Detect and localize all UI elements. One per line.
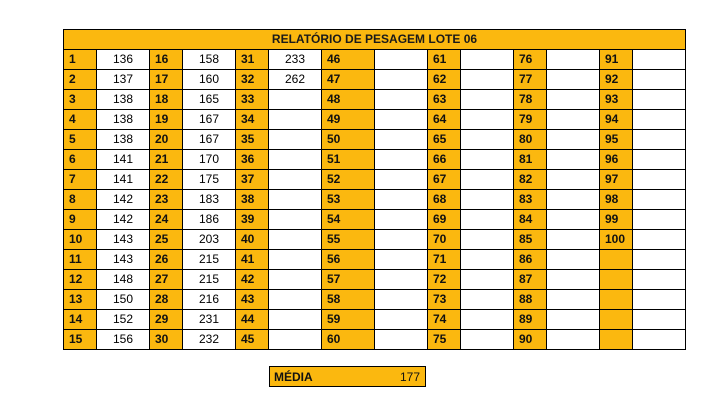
weight-value-cell[interactable] — [547, 170, 600, 190]
weight-value-cell[interactable]: 262 — [269, 70, 322, 90]
entry-number-cell[interactable]: 8 — [64, 190, 97, 210]
weight-value-cell[interactable]: 215 — [183, 250, 236, 270]
weight-value-cell[interactable]: 150 — [97, 290, 150, 310]
entry-number-cell[interactable]: 66 — [428, 150, 461, 170]
entry-number-cell[interactable]: 37 — [236, 170, 269, 190]
entry-number-cell[interactable]: 75 — [428, 330, 461, 350]
table-row — [64, 110, 686, 130]
weight-value-cell[interactable] — [633, 270, 686, 290]
weight-value-cell[interactable] — [375, 190, 428, 210]
weight-value-cell[interactable] — [269, 310, 322, 330]
entry-number-cell[interactable]: 98 — [600, 190, 633, 210]
weight-value-cell[interactable]: 148 — [97, 270, 150, 290]
weight-value-cell[interactable]: 138 — [97, 110, 150, 130]
weight-value-cell[interactable] — [633, 210, 686, 230]
entry-number-cell[interactable]: 69 — [428, 210, 461, 230]
entry-number-cell[interactable] — [600, 330, 633, 350]
table-row — [64, 290, 686, 310]
table-row — [64, 70, 686, 90]
weight-value-cell[interactable] — [269, 290, 322, 310]
entry-number-cell[interactable]: 95 — [600, 130, 633, 150]
entry-number-cell[interactable]: 40 — [236, 230, 269, 250]
entry-number-cell[interactable]: 60 — [322, 330, 375, 350]
entry-number-cell[interactable]: 49 — [322, 110, 375, 130]
weight-value-cell[interactable] — [269, 130, 322, 150]
entry-number-cell[interactable]: 45 — [236, 330, 269, 350]
title-row — [64, 30, 686, 50]
weight-value-cell[interactable]: 215 — [183, 270, 236, 290]
weight-value-cell[interactable] — [461, 150, 514, 170]
weight-value-cell[interactable] — [633, 310, 686, 330]
weight-value-cell[interactable]: 203 — [183, 230, 236, 250]
weight-value-cell[interactable]: 232 — [183, 330, 236, 350]
weight-value-cell[interactable] — [547, 150, 600, 170]
weight-value-cell[interactable]: 158 — [183, 50, 236, 70]
weight-value-cell[interactable] — [461, 330, 514, 350]
weight-value-cell[interactable] — [461, 250, 514, 270]
entry-number-cell[interactable]: 46 — [322, 50, 375, 70]
entry-number-cell[interactable]: 43 — [236, 290, 269, 310]
entry-number-cell[interactable] — [600, 310, 633, 330]
weight-value-cell[interactable] — [461, 110, 514, 130]
entry-number-cell[interactable] — [600, 250, 633, 270]
weight-value-cell[interactable]: 143 — [97, 250, 150, 270]
entry-number-cell[interactable]: 80 — [514, 130, 547, 150]
entry-number-cell[interactable]: 26 — [150, 250, 183, 270]
weight-value-cell[interactable]: 165 — [183, 90, 236, 110]
entry-number-cell[interactable]: 59 — [322, 310, 375, 330]
entry-number-cell[interactable]: 31 — [236, 50, 269, 70]
entry-number-cell[interactable]: 6 — [64, 150, 97, 170]
entry-number-cell[interactable]: 94 — [600, 110, 633, 130]
weight-value-cell[interactable] — [633, 70, 686, 90]
entry-number-cell[interactable]: 14 — [64, 310, 97, 330]
entry-number-cell[interactable]: 84 — [514, 210, 547, 230]
entry-number-cell[interactable]: 58 — [322, 290, 375, 310]
entry-number-cell[interactable]: 62 — [428, 70, 461, 90]
weight-value-cell[interactable] — [461, 210, 514, 230]
entry-number-cell[interactable]: 52 — [322, 170, 375, 190]
weight-value-cell[interactable] — [461, 230, 514, 250]
entry-number-cell[interactable]: 85 — [514, 230, 547, 250]
average-label: MÉDIA — [274, 370, 313, 384]
entry-number-cell[interactable]: 32 — [236, 70, 269, 90]
weight-value-cell[interactable] — [375, 250, 428, 270]
weighing-report-table — [63, 29, 686, 350]
entry-number-cell[interactable]: 16 — [150, 50, 183, 70]
entry-number-cell[interactable] — [600, 290, 633, 310]
weight-value-cell[interactable] — [633, 230, 686, 250]
entry-number-cell[interactable]: 13 — [64, 290, 97, 310]
weight-value-cell[interactable]: 216 — [183, 290, 236, 310]
entry-number-cell[interactable]: 68 — [428, 190, 461, 210]
entry-number-cell[interactable]: 92 — [600, 70, 633, 90]
entry-number-cell[interactable]: 55 — [322, 230, 375, 250]
weight-value-cell[interactable]: 152 — [97, 310, 150, 330]
entry-number-cell[interactable]: 64 — [428, 110, 461, 130]
table-row — [64, 270, 686, 290]
entry-number-cell[interactable]: 21 — [150, 150, 183, 170]
entry-number-cell[interactable]: 19 — [150, 110, 183, 130]
weight-value-cell[interactable] — [375, 210, 428, 230]
weight-value-cell[interactable] — [547, 230, 600, 250]
entry-number-cell[interactable]: 27 — [150, 270, 183, 290]
table-row — [64, 170, 686, 190]
entry-number-cell[interactable]: 39 — [236, 210, 269, 230]
weight-value-cell[interactable] — [547, 210, 600, 230]
weight-value-cell[interactable]: 141 — [97, 170, 150, 190]
entry-number-cell[interactable]: 79 — [514, 110, 547, 130]
weight-value-cell[interactable] — [547, 130, 600, 150]
weight-value-cell[interactable]: 167 — [183, 130, 236, 150]
entry-number-cell[interactable]: 42 — [236, 270, 269, 290]
weight-value-cell[interactable] — [269, 250, 322, 270]
weight-value-cell[interactable] — [547, 250, 600, 270]
entry-number-cell[interactable]: 70 — [428, 230, 461, 250]
weight-value-cell[interactable] — [269, 230, 322, 250]
weight-value-cell[interactable]: 143 — [97, 230, 150, 250]
weight-value-cell[interactable]: 141 — [97, 150, 150, 170]
entry-number-cell[interactable]: 30 — [150, 330, 183, 350]
entry-number-cell[interactable]: 54 — [322, 210, 375, 230]
weight-value-cell[interactable]: 186 — [183, 210, 236, 230]
weight-value-cell[interactable] — [375, 130, 428, 150]
entry-number-cell[interactable]: 15 — [64, 330, 97, 350]
entry-number-cell[interactable]: 96 — [600, 150, 633, 170]
entry-number-cell[interactable]: 97 — [600, 170, 633, 190]
weight-value-cell[interactable] — [461, 50, 514, 70]
weight-value-cell[interactable] — [375, 170, 428, 190]
weight-value-cell[interactable] — [375, 310, 428, 330]
entry-number-cell[interactable]: 38 — [236, 190, 269, 210]
weight-value-cell[interactable] — [461, 90, 514, 110]
weight-value-cell[interactable] — [633, 170, 686, 190]
entry-number-cell[interactable]: 74 — [428, 310, 461, 330]
weight-value-cell[interactable]: 142 — [97, 210, 150, 230]
weight-value-cell[interactable]: 167 — [183, 110, 236, 130]
table-row — [64, 150, 686, 170]
entry-number-cell[interactable]: 89 — [514, 310, 547, 330]
entry-number-cell[interactable]: 44 — [236, 310, 269, 330]
weight-value-cell[interactable] — [633, 50, 686, 70]
weight-value-cell[interactable] — [269, 170, 322, 190]
entry-number-cell[interactable]: 34 — [236, 110, 269, 130]
entry-number-cell[interactable]: 73 — [428, 290, 461, 310]
entry-number-cell[interactable]: 17 — [150, 70, 183, 90]
entry-number-cell[interactable]: 51 — [322, 150, 375, 170]
entry-number-cell[interactable]: 9 — [64, 210, 97, 230]
weight-value-cell[interactable]: 183 — [183, 190, 236, 210]
weight-value-cell[interactable] — [461, 310, 514, 330]
weight-value-cell[interactable] — [269, 110, 322, 130]
weight-value-cell[interactable] — [269, 150, 322, 170]
entry-number-cell[interactable]: 4 — [64, 110, 97, 130]
entry-number-cell[interactable]: 50 — [322, 130, 375, 150]
entry-number-cell[interactable]: 63 — [428, 90, 461, 110]
entry-number-cell[interactable]: 20 — [150, 130, 183, 150]
weight-value-cell[interactable] — [633, 290, 686, 310]
entry-number-cell[interactable]: 24 — [150, 210, 183, 230]
entry-number-cell[interactable] — [600, 270, 633, 290]
entry-number-cell[interactable]: 48 — [322, 90, 375, 110]
entry-number-cell[interactable]: 72 — [428, 270, 461, 290]
entry-number-cell[interactable]: 22 — [150, 170, 183, 190]
entry-number-cell[interactable]: 76 — [514, 50, 547, 70]
weight-value-cell[interactable]: 136 — [97, 50, 150, 70]
weight-value-cell[interactable] — [375, 110, 428, 130]
weight-value-cell[interactable] — [461, 130, 514, 150]
entry-number-cell[interactable]: 29 — [150, 310, 183, 330]
entry-number-cell[interactable]: 77 — [514, 70, 547, 90]
table-row — [64, 250, 686, 270]
entry-number-cell[interactable]: 5 — [64, 130, 97, 150]
table-row — [64, 50, 686, 70]
entry-number-cell[interactable]: 33 — [236, 90, 269, 110]
entry-number-cell[interactable]: 1 — [64, 50, 97, 70]
weight-value-cell[interactable] — [375, 330, 428, 350]
weight-value-cell[interactable]: 137 — [97, 70, 150, 90]
weight-value-cell[interactable] — [547, 290, 600, 310]
entry-number-cell[interactable]: 86 — [514, 250, 547, 270]
weight-value-cell[interactable] — [461, 70, 514, 90]
table-row — [64, 230, 686, 250]
weight-value-cell[interactable] — [461, 170, 514, 190]
weight-value-cell[interactable] — [633, 190, 686, 210]
average-summary — [269, 366, 426, 387]
weight-value-cell[interactable] — [633, 110, 686, 130]
table-row — [64, 310, 686, 330]
weight-value-cell[interactable] — [547, 50, 600, 70]
weight-value-cell[interactable]: 233 — [269, 50, 322, 70]
weight-value-cell[interactable]: 138 — [97, 90, 150, 110]
entry-number-cell[interactable]: 99 — [600, 210, 633, 230]
entry-number-cell[interactable]: 10 — [64, 230, 97, 250]
weight-value-cell[interactable]: 175 — [183, 170, 236, 190]
weight-value-cell[interactable] — [375, 70, 428, 90]
entry-number-cell[interactable]: 65 — [428, 130, 461, 150]
entry-number-cell[interactable]: 25 — [150, 230, 183, 250]
report-title: RELATÓRIO DE PESAGEM LOTE 06 — [64, 30, 686, 50]
entry-number-cell[interactable]: 36 — [236, 150, 269, 170]
weight-value-cell[interactable] — [633, 130, 686, 150]
weight-value-cell[interactable]: 170 — [183, 150, 236, 170]
weight-value-cell[interactable] — [633, 250, 686, 270]
entry-number-cell[interactable]: 87 — [514, 270, 547, 290]
entry-number-cell[interactable]: 7 — [64, 170, 97, 190]
weight-value-cell[interactable] — [461, 190, 514, 210]
weight-value-cell[interactable] — [269, 210, 322, 230]
entry-number-cell[interactable]: 82 — [514, 170, 547, 190]
weight-value-cell[interactable] — [375, 150, 428, 170]
entry-number-cell[interactable]: 11 — [64, 250, 97, 270]
entry-number-cell[interactable]: 100 — [600, 230, 633, 250]
entry-number-cell[interactable]: 78 — [514, 90, 547, 110]
entry-number-cell[interactable]: 12 — [64, 270, 97, 290]
entry-number-cell[interactable]: 56 — [322, 250, 375, 270]
weight-value-cell[interactable] — [269, 270, 322, 290]
weight-value-cell[interactable] — [375, 90, 428, 110]
entry-number-cell[interactable]: 90 — [514, 330, 547, 350]
weight-value-cell[interactable] — [461, 290, 514, 310]
weight-value-cell[interactable] — [375, 290, 428, 310]
table-row — [64, 210, 686, 230]
average-value: 177 — [399, 370, 420, 384]
weight-value-cell[interactable] — [547, 110, 600, 130]
weight-value-cell[interactable] — [633, 150, 686, 170]
entry-number-cell[interactable]: 3 — [64, 90, 97, 110]
weight-value-cell[interactable] — [547, 270, 600, 290]
weight-value-cell[interactable] — [269, 330, 322, 350]
weight-value-cell[interactable]: 142 — [97, 190, 150, 210]
weight-value-cell[interactable] — [547, 70, 600, 90]
entry-number-cell[interactable]: 93 — [600, 90, 633, 110]
weight-value-cell[interactable] — [633, 330, 686, 350]
weight-value-cell[interactable] — [375, 270, 428, 290]
weight-value-cell[interactable]: 160 — [183, 70, 236, 90]
table-row — [64, 130, 686, 150]
entry-number-cell[interactable]: 53 — [322, 190, 375, 210]
table-row — [64, 90, 686, 110]
weight-value-cell[interactable] — [269, 190, 322, 210]
table-row — [64, 190, 686, 210]
entry-number-cell[interactable]: 61 — [428, 50, 461, 70]
entry-number-cell[interactable]: 57 — [322, 270, 375, 290]
entry-number-cell[interactable]: 2 — [64, 70, 97, 90]
entry-number-cell[interactable]: 23 — [150, 190, 183, 210]
weight-value-cell[interactable]: 138 — [97, 130, 150, 150]
weight-value-cell[interactable] — [375, 50, 428, 70]
entry-number-cell[interactable]: 88 — [514, 290, 547, 310]
weight-value-cell[interactable] — [547, 190, 600, 210]
entry-number-cell[interactable]: 91 — [600, 50, 633, 70]
weight-value-cell[interactable] — [547, 90, 600, 110]
weight-value-cell[interactable] — [547, 310, 600, 330]
entry-number-cell[interactable]: 35 — [236, 130, 269, 150]
weight-value-cell[interactable]: 156 — [97, 330, 150, 350]
weighing-report-sheet — [63, 29, 686, 350]
weight-value-cell[interactable] — [269, 90, 322, 110]
entry-number-cell[interactable]: 83 — [514, 190, 547, 210]
entry-number-cell[interactable]: 71 — [428, 250, 461, 270]
weight-value-cell[interactable]: 231 — [183, 310, 236, 330]
weight-value-cell[interactable] — [633, 90, 686, 110]
entry-number-cell[interactable]: 47 — [322, 70, 375, 90]
entry-number-cell[interactable]: 41 — [236, 250, 269, 270]
weight-value-cell[interactable] — [461, 270, 514, 290]
weight-value-cell[interactable] — [547, 330, 600, 350]
entry-number-cell[interactable]: 81 — [514, 150, 547, 170]
entry-number-cell[interactable]: 28 — [150, 290, 183, 310]
entry-number-cell[interactable]: 67 — [428, 170, 461, 190]
table-row — [64, 330, 686, 350]
entry-number-cell[interactable]: 18 — [150, 90, 183, 110]
weight-value-cell[interactable] — [375, 230, 428, 250]
